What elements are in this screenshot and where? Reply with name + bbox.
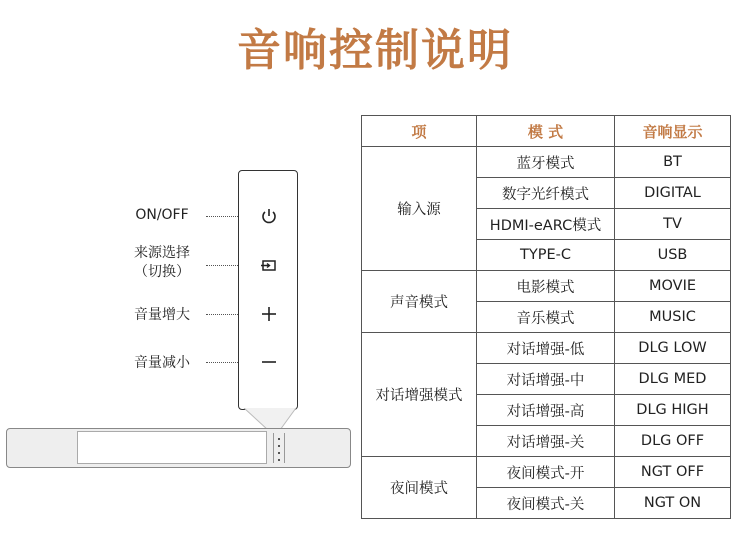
- display-cell: NGT OFF: [615, 457, 731, 488]
- control-label-power: ON/OFF: [135, 207, 189, 223]
- plus-icon[interactable]: [256, 301, 282, 327]
- table-row: [362, 457, 731, 488]
- source-icon[interactable]: [256, 252, 282, 278]
- display-cell: DLG HIGH: [615, 395, 731, 426]
- display-cell: USB: [615, 240, 731, 271]
- mode-table: [361, 115, 731, 519]
- header-item: 项: [362, 116, 477, 147]
- mode-cell: 蓝牙模式: [477, 147, 615, 178]
- page-title: 音响控制说明: [237, 25, 513, 76]
- display-cell: MOVIE: [615, 271, 731, 302]
- mode-cell: 音乐模式: [477, 302, 615, 333]
- control-label-volume-down: 音量减小: [134, 355, 190, 371]
- table-row: [362, 147, 731, 178]
- display-cell: DIGITAL: [615, 178, 731, 209]
- table-row: [362, 271, 731, 302]
- display-cell: DLG MED: [615, 364, 731, 395]
- header-mode: 模 式: [477, 116, 615, 147]
- mode-cell: 对话增强-低: [477, 333, 615, 364]
- soundbar: [6, 428, 351, 468]
- display-cell: NGT ON: [615, 488, 731, 519]
- control-label-volume-up: 音量增大: [134, 307, 190, 323]
- display-cell: BT: [615, 147, 731, 178]
- mode-cell: HDMI-eARC模式: [477, 209, 615, 240]
- minus-icon[interactable]: [256, 349, 282, 375]
- display-cell: TV: [615, 209, 731, 240]
- table-header-row: [362, 116, 731, 147]
- mode-cell: 夜间模式-关: [477, 488, 615, 519]
- group-cell: 输入源: [362, 147, 477, 271]
- mode-cell: 电影模式: [477, 271, 615, 302]
- mode-cell: 对话增强-中: [477, 364, 615, 395]
- display-cell: MUSIC: [615, 302, 731, 333]
- mode-cell: 夜间模式-开: [477, 457, 615, 488]
- power-icon[interactable]: [256, 203, 282, 229]
- mode-cell: 数字光纤模式: [477, 178, 615, 209]
- display-cell: DLG LOW: [615, 333, 731, 364]
- soundbar-button-strip: [273, 433, 285, 463]
- group-cell: 声音模式: [362, 271, 477, 333]
- soundbar-grill: [77, 431, 267, 464]
- mode-cell: 对话增强-高: [477, 395, 615, 426]
- group-cell: 对话增强模式: [362, 333, 477, 457]
- mode-cell: TYPE-C: [477, 240, 615, 271]
- table-row: [362, 333, 731, 364]
- mode-cell: 对话增强-关: [477, 426, 615, 457]
- display-cell: DLG OFF: [615, 426, 731, 457]
- group-cell: 夜间模式: [362, 457, 477, 519]
- header-display: 音响显示: [615, 116, 731, 147]
- control-label-source: 来源选择 （切换）: [134, 245, 190, 280]
